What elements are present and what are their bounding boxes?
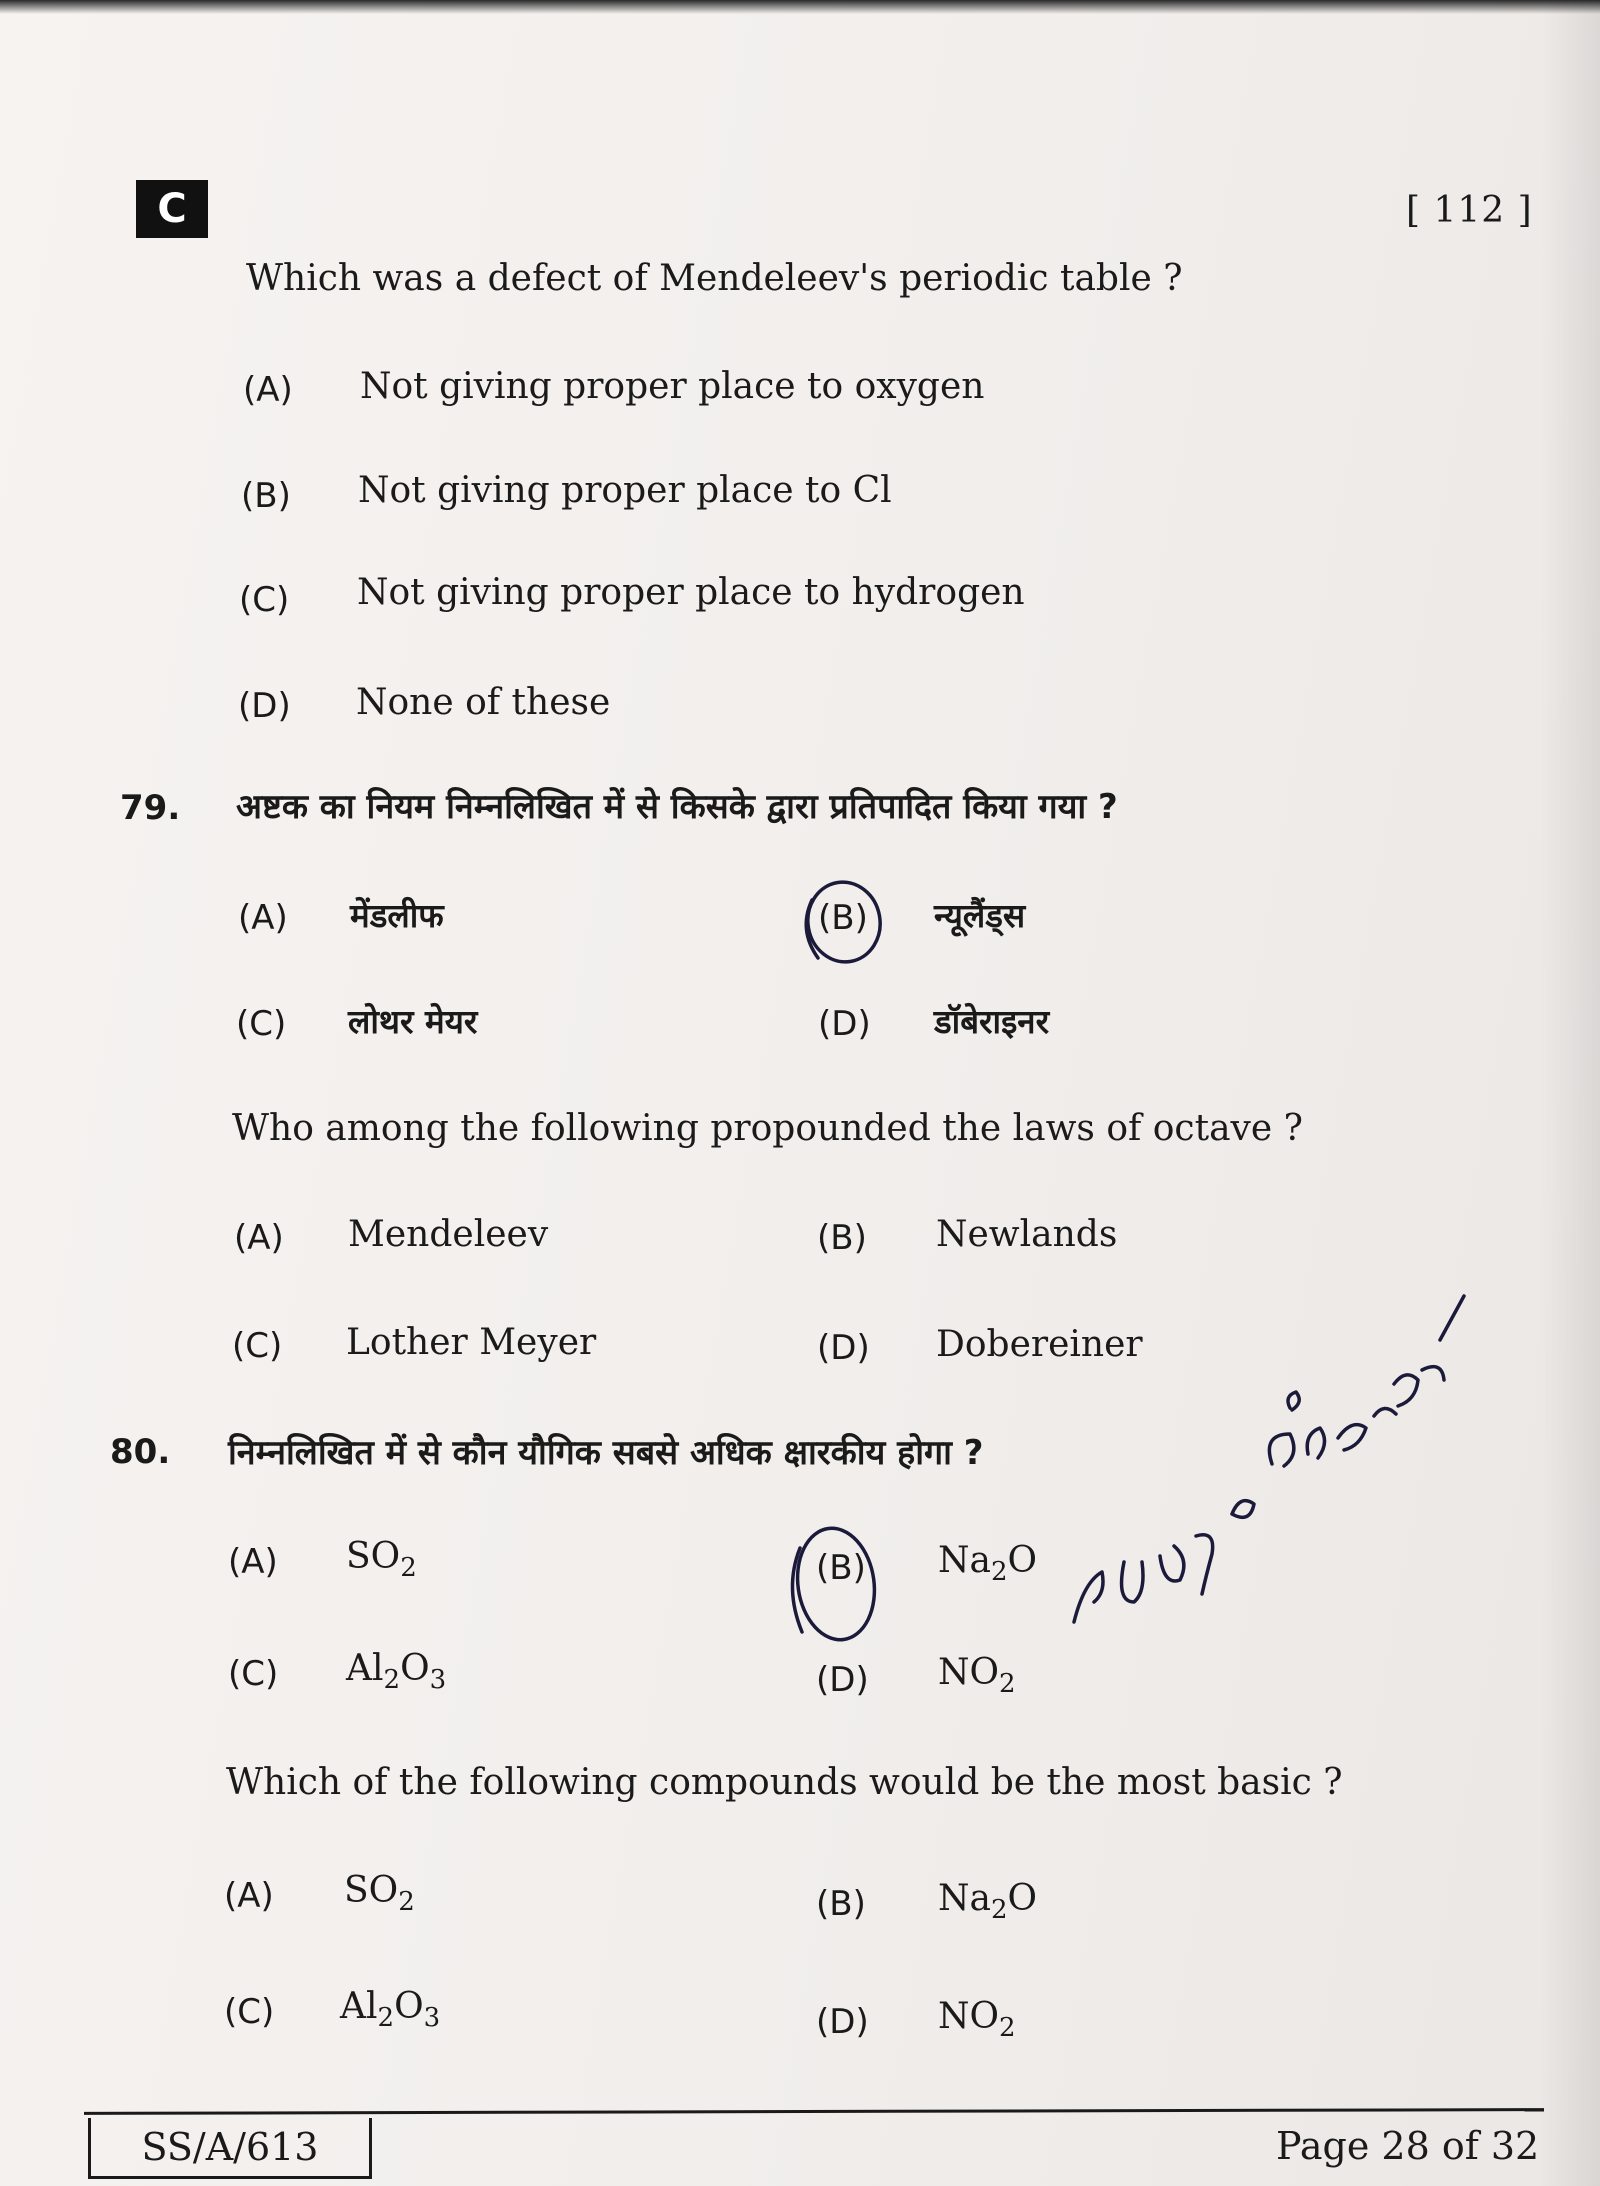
formula-base: NO — [938, 1652, 1000, 1693]
formula-tail: O — [394, 1986, 424, 2027]
formula-subscript: 3 — [429, 1665, 447, 1695]
formula-subscript: 2 — [398, 1887, 415, 1917]
option-text: मेंडलीफ — [350, 896, 444, 935]
footer-rule — [84, 2108, 1544, 2115]
question-number: 79. — [120, 788, 181, 828]
option-label: (B) — [816, 1548, 866, 1588]
formula-tail: O — [1007, 1540, 1038, 1581]
page-number: Page 28 of 32 — [1276, 2124, 1540, 2168]
question-text: Which was a defect of Mendeleev's periodic table ? — [246, 258, 1183, 299]
page-edge-shadow — [0, 0, 1600, 14]
formula-no2 — [938, 1996, 1016, 2043]
question-text: Who among the following propounded the laws of octave ? — [232, 1108, 1303, 1149]
formula-base: Na — [938, 1540, 991, 1581]
formula-so2 — [344, 1870, 415, 1917]
formula-so2 — [346, 1536, 417, 1583]
formula-subscript: 3 — [423, 2003, 441, 2033]
option-label: (D) — [816, 1660, 869, 1700]
formula-al2o3 — [340, 1986, 440, 2033]
option-label: (D) — [816, 2002, 869, 2042]
option-label: (C) — [232, 1326, 283, 1366]
option-text: Dobereiner — [936, 1324, 1143, 1365]
formula-base: SO — [344, 1870, 399, 1911]
option-label: (A) — [243, 370, 293, 410]
formula-subscript: 2 — [383, 1665, 401, 1695]
option-text: Mendeleev — [348, 1214, 549, 1255]
option-text: Newlands — [936, 1214, 1118, 1255]
option-label: (C) — [228, 1654, 279, 1694]
formula-subscript: 2 — [999, 1669, 1016, 1699]
page-side-shadow — [1540, 0, 1600, 2186]
option-label: (A) — [228, 1542, 278, 1582]
formula-base: SO — [346, 1536, 401, 1577]
formula-tail: O — [1007, 1878, 1038, 1919]
formula-al2o3 — [346, 1648, 446, 1695]
question-text: Which of the following compounds would be the most basic ? — [226, 1762, 1343, 1803]
option-text: Not giving proper place to hydrogen — [357, 572, 1025, 613]
option-label: (C) — [236, 1004, 287, 1044]
formula-base: Al — [340, 1986, 378, 2027]
option-text: Lother Meyer — [346, 1322, 597, 1363]
option-label: (B) — [241, 476, 291, 516]
paper-code: SS/A/613 — [88, 2118, 372, 2179]
formula-na2o — [938, 1540, 1037, 1587]
answer-circle-q80-tail — [792, 1548, 802, 1632]
set-label-box: C — [136, 180, 208, 238]
option-label: (B) — [816, 1884, 866, 1924]
formula-base: Al — [346, 1648, 384, 1689]
question-code: [ 112 ] — [1406, 190, 1533, 231]
formula-subscript: 2 — [400, 1553, 417, 1583]
formula-no2 — [938, 1652, 1016, 1699]
option-label: (C) — [224, 1992, 275, 2032]
formula-subscript: 2 — [377, 2003, 395, 2033]
option-text: None of these — [356, 682, 611, 723]
formula-tail: O — [400, 1648, 430, 1689]
formula-subscript: 2 — [990, 1895, 1008, 1925]
formula-base: NO — [938, 1996, 1000, 2037]
option-label: (C) — [239, 580, 290, 620]
option-label: (D) — [817, 1328, 870, 1368]
option-label: (D) — [238, 686, 291, 726]
scribble-note-mark — [1288, 1392, 1299, 1410]
option-label: (A) — [234, 1218, 284, 1258]
option-label: (D) — [818, 1004, 871, 1044]
option-label: (B) — [818, 898, 868, 938]
answer-circle-q79-tail — [806, 900, 818, 958]
option-text: न्यूलैंड्स — [934, 896, 1026, 935]
option-text: लोथर मेयर — [348, 1002, 478, 1041]
option-label: (A) — [224, 1876, 274, 1916]
question-text-hindi: अष्टक का नियम निम्नलिखित में से किसके द्वारा प्रतिपादित किया गया ? — [236, 787, 1118, 827]
option-label: (B) — [817, 1218, 867, 1258]
option-text: Not giving proper place to oxygen — [360, 366, 985, 407]
formula-base: Na — [938, 1878, 991, 1919]
option-label: (A) — [238, 898, 288, 938]
formula-na2o — [938, 1878, 1037, 1925]
option-text: डॉबेराइनर — [934, 1002, 1050, 1041]
question-text-hindi: निम्नलिखित में से कौन यौगिक सबसे अधिक क्षारकीय होगा ? — [228, 1433, 984, 1473]
question-number: 80. — [110, 1432, 171, 1472]
formula-subscript: 2 — [990, 1557, 1008, 1587]
option-text: Not giving proper place to Cl — [358, 470, 892, 511]
formula-subscript: 2 — [999, 2013, 1016, 2043]
